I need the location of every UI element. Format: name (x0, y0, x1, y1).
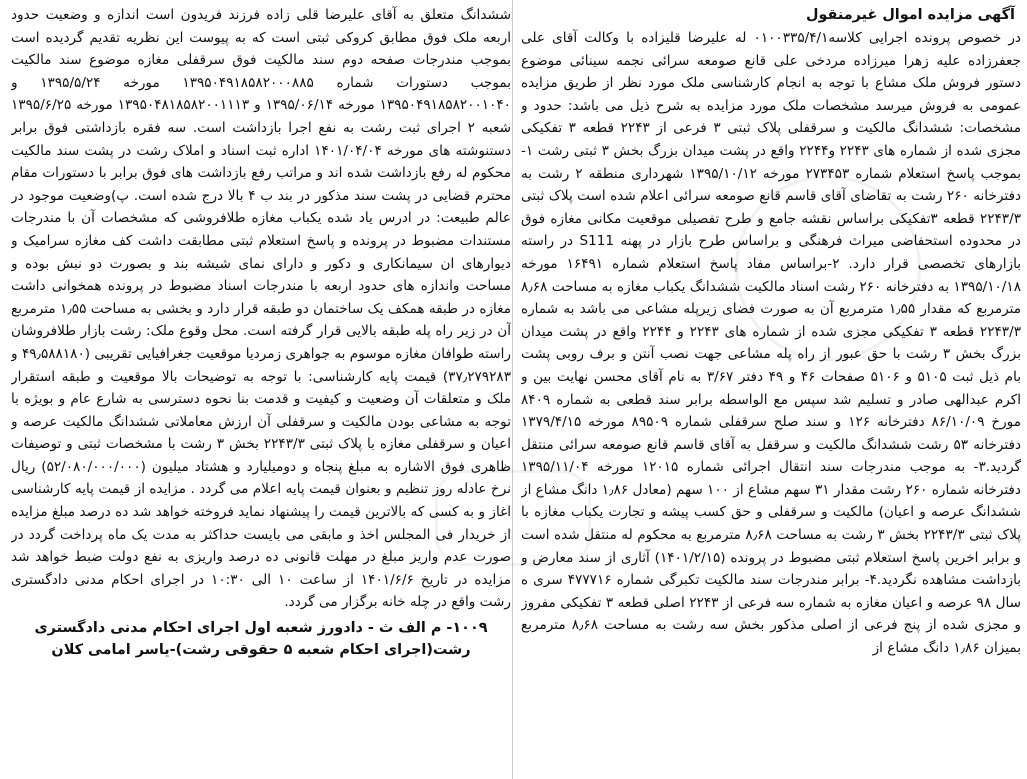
left-column-body: ششدانگ متعلق به آقای علیرضا قلی زاده فرزند فریدون است اندازه و وضعیت حدود اربعه ملک فوق مطابق کروکی ثبتی است که به پیوست این نظریه تقدیم گردیده است بموجب مندرجات صفحه دوم سند مالکیت فوق سرقفلی مغازه موضوع سند مالکیت بموجب دستورات شماره ۱۳۹۵۰۴۹۱۸۵۸۲۰۰۰۸۸۵ مورخه ۱۳۹۵/۵/۲۴ و ۱۳۹۵۰۴۹۱۸۵۸۲۰۰۱۰۴۰ مورخه ۱۳۹۵/۰۶/۱۴ و ۱۳۹۵۰۴۸۱۸۵۸۲۰۰۱۱۱۳ مورخه ۱۳۹۵/۶/۲۵ شعبه ۲ اجرای ثبت رشت به نفع اجرا بازداشت است. سه فقره بازداشتی فوق برابر دستنوشته های مورخه ۱۴۰۱/۰۴/۰۴ اداره ثبت اسناد و املاک رشت در پشت سند مالکیت محکوم له رفع بازداشت شده اند و مراتب رفع بازداشت های فوق برابر با دستورات مقام محترم قضایی در پشت سند مذکور در بند ب ۴ بالا درج شده است. پ)وضعیت موجود در عالم طبیعت: در ادرس یاد شده یکباب مغازه طلافروشی که مشخصات آن با مندرجات مستندات مضبوط در پرونده و پاسخ استعلام ثبتی مطابقت داشت کف مغازه سرامیک و دیوارهای ان سیمانکاری و دکور و دارای نمای شیشه بند و بصورت دو نبش بوده و مساحت واندازه های حدود اربعه با مندرجات اسناد مضبوط در پرونده همخوانی داشت مغازه در طبقه همکف یک ساختمان دو طبقه قرار دارد و بخشی به مساحت ۱٫۵۵ مترمربع آن در زیر راه پله طبقه بالایی قرار گرفته است. محل وقوع ملک: رشت بازار طلافروشان راسته طوافان مغازه موسوم به جواهری زمردیا موقعیت جغرافیایی تقریبی (۴۹٫۵۸۸۱۸۰ و ۳۷٫۲۷۹۲۸۳) قیمت پایه کارشناسی: با توجه به توضیحات بالا موقعیت و طبقه استقرار ملک و متعلقات آن وضعیت و کیفیت و قدمت بنا نحوه دسترسی به شارع عام و بویژه با توجه به مشاعی بودن مالکیت و سرقفلی آن ارزش معاملاتی ششدانگ مالکیت عرصه و اعیان و سرقفلی مغازه با پلاک ثبتی ۲۲۴۳/۳ بخش ۳ رشت با مشخصات ثبتی و توصیفات ظاهری فوق الاشاره به مبلغ پنجاه و دومیلیارد و هشتاد میلیون (۵۲/۰۸۰/۰۰۰/۰۰۰) ریال نرخ عادله روز تنظیم و بعنوان قیمت پایه اعلام می گردد . مزایده از قیمت پایه کارشناسی اغاز و به کسی که بالاترین قیمت را پیشنهاد نماید فروخته خواهد شد ده درصد مبلغ مزایده از خریدار فی المجلس اخذ و مابقی می بایست حداکثر به مدت یک ماه پرداخت گردد در صورت عدم واریز مبلغ در مهلت قانونی ده درصد واریزی به نفع دولت ضبط خواهد شد مزایده در تاریخ ۱۴۰۱/۶/۶ از ساعت ۱۰ الی ۱۰:۳۰ در اجرای احکام مدنی دادگستری رشت واقع در چله خانه برگزار می گردد. (11, 7, 511, 611)
left-column (11, 4, 511, 779)
notice-heading: آگهی مزایده اموال غیرمنقول (806, 7, 1015, 23)
right-column-body: در خصوص پرونده اجرایی کلاسه۰۱۰۰۳۳۵/۴/۱ له علیرضا قلیزاده با وکالت آقای علی جعفرزاده علیه زهرا میرزاده مردخی علی قانع صومعه سرائی نجمه سینائی موضوع دستور فروش ملک مشاع با توجه به انجام کارشناسی ملک مورد نظر از طریق مزایده عمومی به فروش میرسد مشخصات ملک مورد مزایده به شرح ذیل می باشد: حدود و مشخصات: ششدانگ مالکیت و سرقفلی پلاک ثبتی ۳ فرعی از ۲۲۴۳ قطعه ۳ تفکیکی مجزی شده از شماره های ۲۲۴۳ و۲۲۴۴ واقع در پشت میدان بزرگ بخش ۳ ثبتی رشت ۱-بموجب پاسخ استعلام شماره ۲۷۳۴۵۳ مورخه ۱۳۹۵/۱۰/۱۲ شهرداری منطقه ۲ رشت به دفترخانه ۲۶۰ رشت به تقاضای آقای قاسم قانع صومعه سرائی اعلام شده است پلاک ثبتی ۲۲۴۳/۳ قطعه ۳تفکیکی براساس نقشه جامع و طرح تفصیلی موقعیت مکانی مغازه فوق در محدوده استحفاضی میراث فرهنگی و براساس طرح بازار در پهنه S111 در راسته بازارهای تخصصی قرار دارد. ۲-براساس مفاد پاسخ استعلام شماره ۱۶۴۹۱ مورخه ۱۳۹۵/۱۰/۱۸ به دفترخانه ۲۶۰ رشت اسناد مالکیت ششدانگ یکباب مغازه به مساحت ۸٫۶۸ مترمربع که مقدار ۱٫۵۵ مترمربع آن به صورت فضای زیرپله مشاعی می باشد به شماره ۲۲۴۳/۳ قطعه ۳ تفکیکی مجزی شده از شماره های ۲۲۴۳ و ۲۲۴۴ واقع در پشت میدان بزرگ بخش ۳ رشت با حق عبور از راه پله مشاعی جهت نصب آنتن و برف روبی پشت بام ذیل ثبت ۵۱۰۵ و ۵۱۰۶ صفحات ۴۶ و ۴۹ دفتر ۳/۶۷ به نام آقای محسن نهایت بین و اکرم عبدالهی صادر و تسلیم شد سپس مع الواسطه برابر سند قطعی به شماره ۸۴۰۹ مورخ ۸۶/۱۰/۰۹ دفترخانه ۱۲۶ و سند صلح سرقفلی شماره ۸۹۵۰۹ مورخه ۱۳۷۹/۴/۱۵ دفترخانه ۵۳ رشت ششدانگ مالکیت و سرقفل به آقای قاسم قانع صومعه سرائی منتقل گردید.۳- به موجب مندرجات سند انتقال اجرائی شماره ۱۲۰۱۵ مورخه ۱۳۹۵/۱۱/۰۴ دفترخانه شماره ۲۶۰ رشت مقدار ۳۱ سهم مشاع از ۱۰۰ سهم (معادل ۱٫۸۶ دانگ مشاع از ششدانگ عرصه و اعیان) مالکیت و سرقفلی و حق کسب پیشه و تجارت یکباب مغازه با پلاک ثبتی ۲۲۴۳/۳ بخش ۳ رشت به مساحت ۸٫۶۸ مترمربع به محکوم له منتقل شده است و برابر اخرین پاسخ استعلام ثبتی مضبوط در پرونده (۱۴۰۱/۲/۱۵) آثاری از سند معارض و بازداشت مشاهده نگردید.۴- برابر مندرجات سند مالکیت تکبرگی شماره ۴۷۷۷۱۶ سری ه سال ۹۸ عرصه و اعیان مغازه به شماره سه فرعی از ۲۲۴۳ اصلی قطعه ۳ تفکیکی مفروز و مجزی شده از پنج فرعی از اصلی مذکور بخش سه رشت به مساحت ۸٫۶۸ مترمربع بمیزان ۱٫۸۶ دانگ مشاع از (521, 30, 1021, 657)
signature-line-2: رشت(اجرای احکام شعبه ۵ حقوقی رشت)-یاسر امامی کلان (51, 642, 471, 659)
column-divider (512, 0, 513, 779)
signature-block (11, 617, 511, 661)
right-column (521, 4, 1021, 779)
signature-line-1: ۱۰۰۹- م الف ث - دادورز شعبه اول اجرای احکام مدنی دادگستری (34, 620, 488, 637)
